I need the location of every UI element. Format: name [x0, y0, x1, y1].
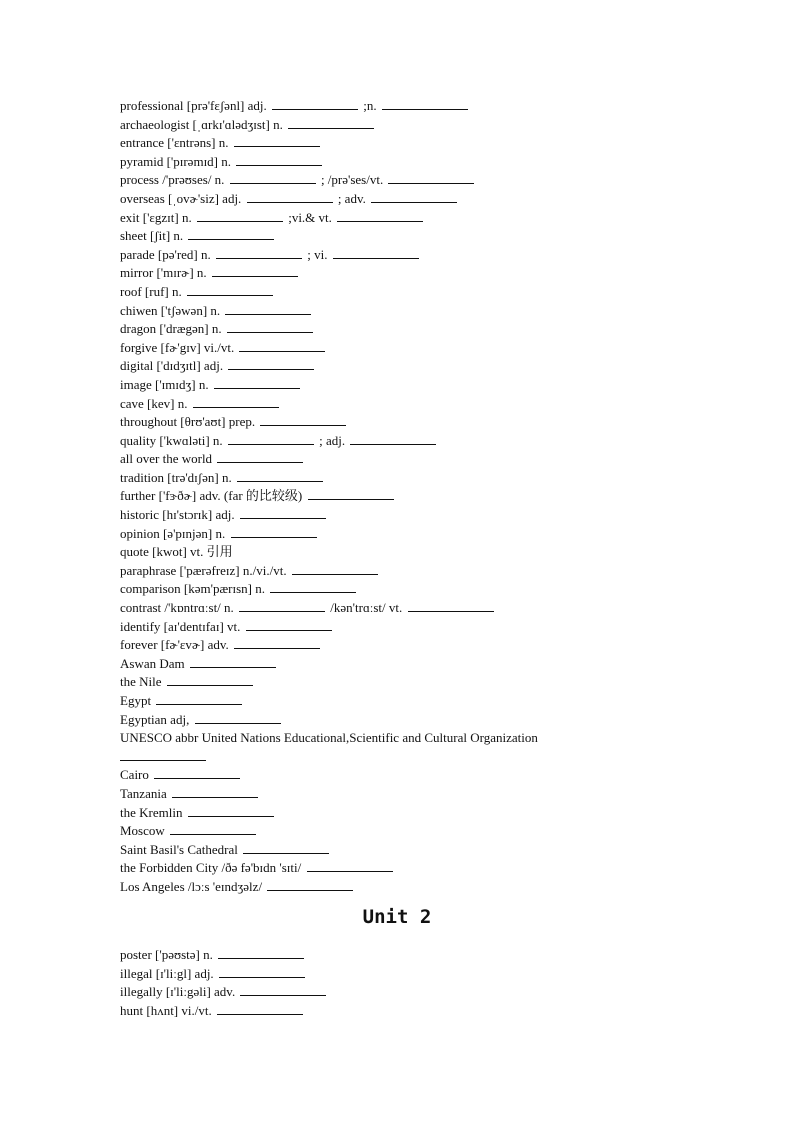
entry-text: /kən'trɑːst/ vt.: [327, 600, 406, 616]
entry-text: illegally [ɪ'liːgəli] adv.: [120, 984, 239, 1000]
answer-blank[interactable]: [167, 673, 253, 686]
answer-blank[interactable]: [231, 525, 317, 538]
answer-blank[interactable]: [217, 1002, 303, 1015]
vocab-entry: [120, 432, 680, 451]
answer-blank[interactable]: [218, 946, 304, 959]
entry-text: entrance ['ɛntrəns] n.: [120, 135, 232, 151]
answer-blank[interactable]: [237, 469, 323, 482]
vocab-entry: [120, 171, 680, 190]
answer-blank[interactable]: [197, 209, 283, 222]
vocab-entry: [120, 711, 680, 730]
vocab-entry: [120, 766, 680, 785]
entry-text: professional [prə'fɛʃənl] adj.: [120, 98, 271, 113]
vocab-entry: [120, 525, 680, 544]
entry-text: ; vi.: [304, 246, 331, 262]
entry-text: Tanzania: [120, 785, 170, 801]
vocab-entry: [120, 822, 680, 841]
unesco-text: UNESCO abbr United Nations Educational,Scientific and Cultural Organization: [120, 730, 538, 746]
entry-text: pyramid ['pɪrəmɪd] n.: [120, 153, 235, 169]
vocab-entry: [120, 227, 680, 246]
entry-text: archaeologist [ˌɑrkɪ'ɑlədʒɪst] n.: [120, 116, 287, 132]
entry-text: opinion [ə'pɪnjən] n.: [120, 525, 229, 541]
unit2-vocab-list: [120, 946, 680, 1020]
vocab-entry: [120, 878, 680, 897]
entry-text: quote [kwot] vt. 引用: [120, 544, 233, 560]
entry-text: parade [pə'red] n.: [120, 246, 215, 262]
entry-text: hunt [hʌnt] vi./vt.: [120, 1002, 215, 1018]
answer-blank[interactable]: [234, 636, 320, 649]
vocab-entry: [120, 357, 680, 376]
vocab-entry: [120, 841, 680, 860]
answer-blank[interactable]: [243, 841, 329, 854]
entry-text: Aswan Dam: [120, 655, 188, 671]
vocab-entry: [120, 1002, 680, 1021]
vocab-entry: [120, 580, 680, 599]
entry-text: ;vi.& vt.: [284, 209, 336, 225]
answer-blank[interactable]: [382, 97, 468, 110]
vocab-entry: [120, 673, 680, 692]
vocab-entry: [120, 506, 680, 525]
vocab-entry: [120, 246, 680, 265]
entry-text: Cairo: [120, 767, 153, 783]
unit1-vocab-list: [120, 97, 680, 897]
entry-text: image ['ɪmɪdʒ] n.: [120, 376, 212, 392]
entry-text: chiwen ['tʃəwən] n.: [120, 302, 224, 318]
vocab-entry: [120, 395, 680, 414]
entry-text: forever [fɚ'ɛvɚ] adv.: [120, 637, 233, 653]
answer-blank[interactable]: [188, 804, 274, 817]
answer-blank[interactable]: [190, 655, 276, 668]
vocab-entry: [120, 859, 680, 878]
entry-text: Los Angeles /lɔːs 'eɪndʒəlz/: [120, 878, 266, 894]
vocab-entry: [120, 320, 680, 339]
answer-blank[interactable]: [239, 339, 325, 352]
entry-text: tradition [trə'dɪʃən] n.: [120, 469, 235, 485]
entry-text: all over the world: [120, 451, 216, 467]
vocab-entry: [120, 487, 680, 506]
entry-text: the Kremlin: [120, 804, 186, 820]
answer-blank[interactable]: [154, 766, 240, 779]
entry-text: ; adv.: [334, 190, 370, 206]
answer-blank[interactable]: [120, 748, 206, 761]
entry-text: comparison [kəm'pærɪsn] n.: [120, 581, 269, 597]
vocab-entry: [120, 376, 680, 395]
entry-text: throughout [θrʊ'aʊt] prep.: [120, 414, 259, 430]
entry-text: forgive [fɚ'gɪv] vi./vt.: [120, 339, 238, 355]
answer-blank[interactable]: [272, 97, 358, 110]
entry-text: cave [kev] n.: [120, 395, 191, 411]
vocab-entry: [120, 785, 680, 804]
vocab-entry: [120, 209, 680, 228]
answer-blank[interactable]: [260, 413, 346, 426]
vocab-entry: [120, 134, 680, 153]
entry-text: dragon ['drægən] n.: [120, 321, 225, 337]
entry-text: the Nile: [120, 674, 165, 690]
answer-blank[interactable]: [170, 822, 256, 835]
answer-blank[interactable]: [219, 965, 305, 978]
answer-blank[interactable]: [388, 171, 474, 184]
answer-blank[interactable]: [408, 599, 494, 612]
vocab-entry: [120, 599, 680, 618]
answer-blank[interactable]: [236, 153, 322, 166]
entry-text: paraphrase ['pærəfreɪz] n./vi./vt.: [120, 562, 290, 578]
answer-blank[interactable]: [307, 859, 393, 872]
answer-blank[interactable]: [214, 376, 300, 389]
vocab-entry: [120, 636, 680, 655]
answer-blank[interactable]: [288, 116, 374, 129]
answer-blank[interactable]: [246, 618, 332, 631]
answer-blank[interactable]: [188, 227, 274, 240]
answer-blank[interactable]: [217, 450, 303, 463]
vocab-entry: [120, 302, 680, 321]
answer-blank[interactable]: [267, 878, 353, 891]
entry-text: ; /prə'ses/vt.: [317, 172, 387, 188]
vocab-entry: [120, 153, 680, 172]
entry-text: sheet [ʃit] n.: [120, 228, 187, 244]
answer-blank[interactable]: [337, 209, 423, 222]
entry-text: overseas [ˌovɚ'siz] adj.: [120, 190, 245, 206]
answer-blank[interactable]: [292, 562, 378, 575]
answer-blank[interactable]: [230, 171, 316, 184]
vocab-entry: [120, 190, 680, 209]
vocab-entry: [120, 804, 680, 823]
answer-blank[interactable]: [240, 506, 326, 519]
answer-blank[interactable]: [228, 357, 314, 370]
vocab-entry: [120, 562, 680, 581]
answer-blank[interactable]: [308, 487, 394, 500]
unesco-entry: [120, 729, 680, 748]
entry-text: Saint Basil's Cathedral: [120, 841, 242, 857]
answer-blank[interactable]: [212, 264, 298, 277]
answer-blank[interactable]: [195, 711, 281, 724]
answer-blank[interactable]: [333, 246, 419, 259]
answer-blank[interactable]: [172, 785, 258, 798]
entry-text: ;n.: [360, 98, 380, 113]
entry-text: quality ['kwɑləti] n.: [120, 432, 226, 448]
entry-text: process /'prəʊses/ n.: [120, 172, 228, 188]
unesco-blank-row: [120, 748, 680, 767]
answer-blank[interactable]: [239, 599, 325, 612]
vocab-entry: [120, 692, 680, 711]
entry-text: Egypt: [120, 693, 155, 708]
entry-text: poster ['pəʊstə] n.: [120, 947, 217, 962]
vocab-entry: [120, 618, 680, 637]
answer-blank[interactable]: [240, 983, 326, 996]
answer-blank[interactable]: [371, 190, 457, 203]
answer-blank[interactable]: [234, 134, 320, 147]
vocab-entry: [120, 413, 680, 432]
entry-text: Moscow: [120, 823, 169, 839]
entry-text: mirror ['mɪrɚ] n.: [120, 265, 210, 281]
answer-blank[interactable]: [227, 320, 313, 333]
answer-blank[interactable]: [156, 692, 242, 705]
vocab-entry: [120, 339, 680, 358]
vocab-entry: [120, 450, 680, 469]
entry-text: illegal [ɪ'liːgl] adj.: [120, 965, 217, 981]
entry-text: Egyptian adj,: [120, 711, 193, 727]
vocab-entry: [120, 264, 680, 283]
vocab-entry: [120, 116, 680, 135]
answer-blank[interactable]: [225, 302, 311, 315]
answer-blank[interactable]: [350, 432, 436, 445]
entry-text: historic [hɪ'stɔrɪk] adj.: [120, 507, 238, 523]
vocab-entry: [120, 469, 680, 488]
entry-text: roof [ruf] n.: [120, 283, 185, 299]
vocab-entry: [120, 965, 680, 984]
entry-text: identify [aɪ'dentɪfaɪ] vt.: [120, 618, 244, 634]
answer-blank[interactable]: [228, 432, 314, 445]
vocab-entry: [120, 655, 680, 674]
answer-blank[interactable]: [216, 246, 302, 259]
entry-text: further ['fɝðɚ] adv. (far 的比较级): [120, 488, 306, 504]
answer-blank[interactable]: [187, 283, 273, 296]
vocab-entry: [120, 983, 680, 1002]
answer-blank[interactable]: [270, 580, 356, 593]
vocab-entry: [120, 946, 680, 965]
vocab-entry: [120, 97, 680, 116]
vocab-entry: [120, 283, 680, 302]
entry-text: the Forbidden City /ðə fə'bɪdn 'sɪti/: [120, 860, 305, 876]
answer-blank[interactable]: [247, 190, 333, 203]
entry-text: digital ['dɪdʒɪtl] adj.: [120, 358, 227, 374]
entry-text: contrast /'kɒntrɑːst/ n.: [120, 600, 238, 616]
vocab-entry: [120, 543, 680, 562]
unit-heading: Unit 2: [362, 906, 432, 928]
entry-text: ; adj.: [315, 432, 349, 448]
answer-blank[interactable]: [193, 395, 279, 408]
entry-text: exit ['ɛgzɪt] n.: [120, 209, 195, 225]
